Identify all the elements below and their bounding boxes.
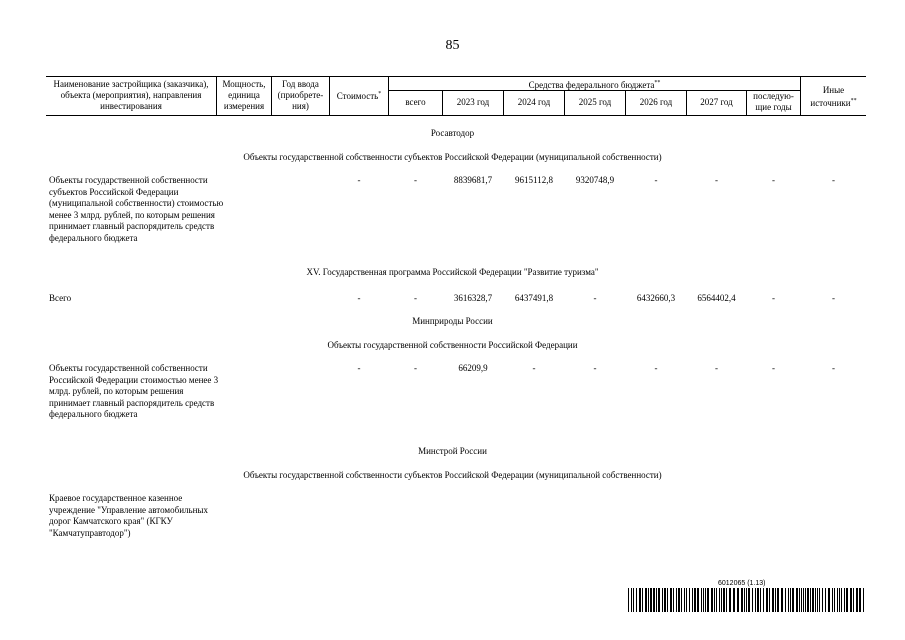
section-rosavtodor: Росавтодор [430,128,475,138]
row-label-3: Объекты государственной собственности Российской Федерации стоимостью менее 3 млрд. рублей, по которым решения принимает главный распорядитель средств федерального бюджета [49,363,219,419]
barcode-bar [839,588,840,612]
barcode-bar [805,588,806,612]
barcode-bar [863,588,864,612]
barcode-bar [670,588,672,612]
barcode-bar [658,588,660,612]
barcode-bar [746,588,747,612]
barcode-bar [676,588,677,612]
barcode-bar [825,588,826,612]
section-subtitle-3: Объекты государственной собственности субъектов Российской Федерации (муниципальной собственности) [243,470,662,480]
header-federal-budget: Средства федерального бюджета** [528,80,661,90]
barcode-bar [711,588,713,612]
barcode-bar [744,588,745,612]
barcode-bar [856,588,858,612]
row-label-2: Всего [49,293,72,303]
header-col-year: Год ввода (приобрете-ния) [277,79,324,111]
barcode-bar [707,588,709,612]
barcode-bar [772,588,774,612]
barcode-bar [701,588,702,612]
barcode-bar [645,588,647,612]
barcode-bar [832,588,833,612]
row-label-4: Краевое государственное казенное учреждение "Управление автомобильных дорог Камчатского края" (КГКУ "Камчатуправтодор") [49,493,208,538]
barcode-bar [788,588,789,612]
barcode-bar [633,588,634,612]
section-minstroy: Минстрой России [418,446,487,456]
header-sub-2026: 2026 год [639,97,673,107]
barcode-bar [684,588,685,612]
barcode-bar [716,588,717,612]
barcode-bar [790,588,791,612]
barcode-bar [681,588,682,612]
barcode-bar [841,588,842,612]
barcode-bar [755,588,756,612]
barcode-bar [631,588,632,612]
section-minprirody: Минприроды России [412,316,493,326]
barcode-bar [752,588,753,612]
barcode-bar [628,588,629,612]
barcode-bar [714,588,715,612]
header-col-capacity: Мощность, единица измерения [222,79,266,111]
barcode-bar [636,588,637,612]
header-col-other: Иные источники** [810,85,857,108]
barcode-bar [792,588,794,612]
barcode-bar [653,588,655,612]
barcode [628,588,868,612]
barcode-bar [639,588,641,612]
header-sub-total: всего [405,97,426,107]
barcode-bar [815,588,816,612]
barcode-bar [853,588,854,612]
barcode-bar [834,588,835,612]
barcode-bar [760,588,761,612]
barcode-bar [828,588,830,612]
barcode-bar [763,588,764,612]
header-sub-2027: 2027 год [700,97,733,107]
barcode-bar [664,588,666,612]
barcode-bar [667,588,668,612]
barcode-bar [726,588,727,612]
barcode-bar [757,588,759,612]
barcode-bar [729,588,731,612]
header-sub-later: последую-щие годы [753,91,794,112]
header-sub-2023: 2023 год [456,97,490,107]
barcode-bar [810,588,811,612]
section-program: XV. Государственная программа Российской Федерации "Развитие туризма" [306,267,599,277]
barcode-bar [648,588,649,612]
barcode-bar [686,588,687,612]
barcode-text: 6012065 (1.13) [718,580,766,587]
barcode-bar [796,588,798,612]
barcode-bar [723,588,725,612]
barcode-bar [697,588,699,612]
barcode-bar [775,588,776,612]
barcode-bar [812,588,814,612]
barcode-bar [656,588,657,612]
barcode-bar [642,588,643,612]
barcode-bar [741,588,743,612]
barcode-bar [678,588,680,612]
barcode-bar [694,588,696,612]
row-label-1: Объекты государственной собственности субъектов Российской Федерации (муниципальной собственности) стоимостью менее 3 млрд. рублей, по которым решения принимает главный распорядитель средств федерального бюджета [49,175,224,243]
barcode-bar [777,588,779,612]
barcode-bar [662,588,663,612]
barcode-bar [799,588,800,612]
barcode-bar [785,588,786,612]
barcode-bar [692,588,693,612]
header-col-name: Наименование застройщика (заказчика), объекта (мероприятия), направления инвестирования [53,79,209,111]
barcode-bar [859,588,861,612]
barcode-bar [837,588,838,612]
page-number: 85 [445,38,460,53]
barcode-bar [803,588,804,612]
barcode-bar [801,588,802,612]
barcode-bar [817,588,818,612]
barcode-bar [721,588,722,612]
barcode-bar [850,588,852,612]
barcode-bar [822,588,823,612]
barcode-bar [719,588,720,612]
barcode-bar [781,588,783,612]
header-sub-2025: 2025 год [578,97,612,107]
barcode-bar [705,588,706,612]
barcode-bar [748,588,750,612]
barcode-bar [650,588,652,612]
barcode-bar [807,588,809,612]
barcode-bar [733,588,735,612]
barcode-bar [703,588,704,612]
section-subtitle-1: Объекты государственной собственности субъектов Российской Федерации (муниципальной собственности) [243,152,662,162]
section-subtitle-2: Объекты государственной собственности Российской Федерации [327,340,578,350]
barcode-bar [844,588,845,612]
barcode-bar [819,588,820,612]
header-col-cost: Стоимость* [336,91,382,101]
barcode-bar [737,588,739,612]
barcode-bar [766,588,768,612]
barcode-bar [769,588,770,612]
barcode-bar [689,588,690,612]
header-sub-2024: 2024 год [517,97,551,107]
barcode-bar [673,588,674,612]
barcode-bar [846,588,848,612]
